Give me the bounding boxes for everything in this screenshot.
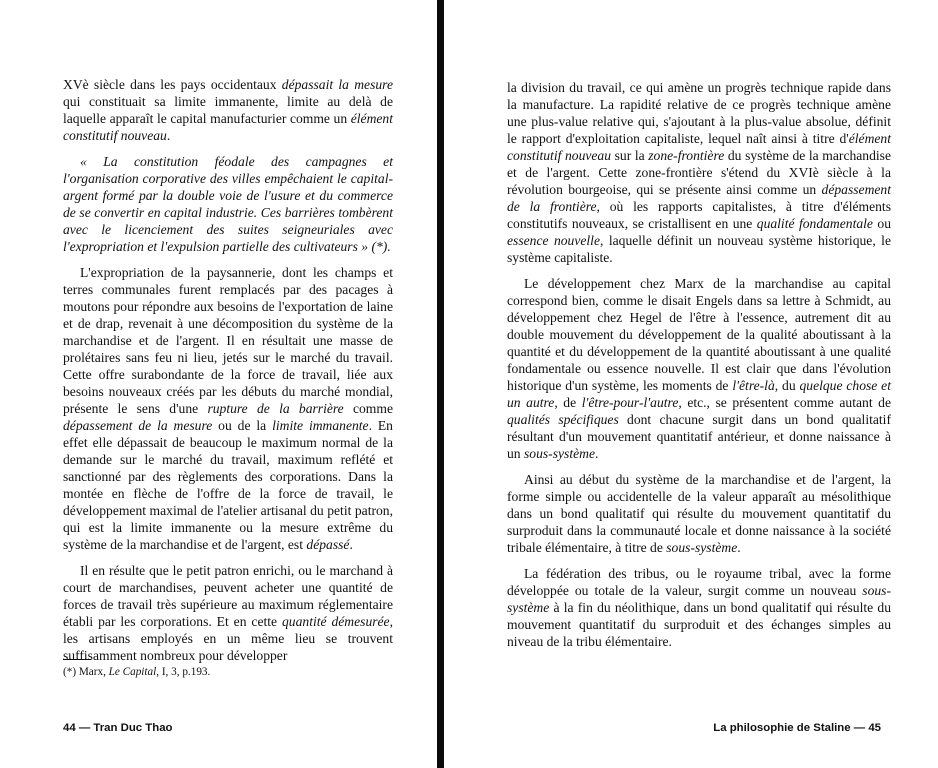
right-text-column: [507, 79, 891, 650]
footnote-rule: [63, 659, 91, 660]
italic-run: dépassé: [306, 537, 350, 552]
italic-run: essence nouvelle: [507, 233, 600, 248]
italic-run: qualité fondamentale: [756, 216, 873, 231]
text-run: Ainsi au début du système de la marchandise et de l'argent, la forme simple ou accidentelle de la valeur apparaît au mésolithique dans un bond qualitatif qui résulte du mouvement quantitatif du surproduit dans la communauté locale et donne naissance à la société tribale élémentaire, à titre de: [507, 472, 891, 555]
italic-run: La constitution féodale des campagnes et l'organisation corporative des villes empêchaient le capital-argent formé par la double voie de l'usure et du commerce de se convertir en capital industrie. Ces barrières tombèrent avec le licenciement des suites seigneuriales avec l'expropriation et l'expulsion partielle des cultivateurs: [63, 154, 393, 254]
text-run: , de: [554, 395, 582, 410]
text-run: , laquelle définit un nouveau système historique, le système capitaliste.: [507, 233, 891, 265]
text-run: ou de la: [212, 418, 273, 433]
text-run: . En effet elle dépassait de beaucoup le maximum normal de la demande sur le marché du travail, maximum reflété et sanctionné par des règlements des corporations. Dans la montée en flèche de l'offre de la force de travail, le développement maximal de l'atelier artisanal du petit patron, qui est la limite immanente ou la mesure extrême du système de la marchandise et de l'argent, est: [63, 418, 393, 552]
paragraph: [63, 76, 393, 144]
text-run: la division du travail, ce qui amène un progrès technique rapide dans la manufacture. La rapidité relative de ce progrès technique amène une plus-value relative qui, s'ajoutant à la plus-value absolue, définit le rapport d'exploitation capitaliste, lequel naît ainsi à titre d': [507, 80, 891, 146]
italic-run: Le Capital: [108, 666, 157, 678]
quote-paragraph: [63, 153, 393, 255]
italic-run: l'être-là: [732, 378, 775, 393]
italic-run: quelque chose et un autre: [507, 378, 891, 410]
right-page: [444, 0, 938, 768]
text-run: comme: [343, 401, 393, 416]
footnote: [63, 666, 210, 678]
italic-run: quantité démesurée: [282, 614, 390, 629]
italic-run: rupture de la barrière: [207, 401, 344, 416]
page-folio-left: 44 — Tran Duc Thao: [63, 722, 173, 734]
paragraph: [507, 79, 891, 266]
text-run: XVè siècle dans les pays occidentaux: [63, 77, 282, 92]
text-run: (*) Marx,: [63, 666, 109, 678]
italic-run: qualités spécifiques: [507, 412, 619, 427]
text-run: , I, 3, p.193.: [156, 666, 211, 678]
left-page: [0, 0, 440, 768]
italic-run: sous-système: [507, 583, 891, 615]
paragraph: [507, 565, 891, 650]
text-run: , du: [774, 378, 800, 393]
italic-run: élément constitutif nouveau: [507, 131, 891, 163]
text-run: sur la: [611, 148, 649, 163]
paragraph: [63, 562, 393, 664]
italic-run: dépassait la mesure: [281, 77, 393, 92]
text-run: Il en résulte que le petit patron enrichi, ou le marchand à court de marchandises, peuvent acheter une quantité de forces de travail très supérieure au maximum réglementaire établi par les corporations. Et en cette: [63, 563, 393, 629]
text-run: Le développement chez Marx de la marchandise au capital correspond bien, comme le disait Engels dans sa lettre à Schmidt, au développement chez Hegel de l'être à l'essence, autrement dit au double mouvement du développement de la qualité aboutissant à la quantité et du développement de la quantité aboutissant à une qualité fondamentale ou essence nouvelle. Il est clair que dans l'évolution historique d'un système, les moments de: [507, 276, 891, 393]
text-run: , où les rapports capitalistes, à titre d'éléments constitutifs nouveaux, se cristallisent en une: [507, 199, 891, 231]
text-run: .: [737, 540, 741, 555]
paragraph: [507, 275, 891, 462]
text-run: » (*).: [357, 239, 391, 254]
text-run: .: [349, 537, 353, 552]
left-text-column: [63, 76, 393, 664]
paragraph: [507, 471, 891, 556]
text-run: ou: [872, 216, 892, 231]
italic-run: dépassement de la frontière: [507, 182, 891, 214]
italic-run: limite immanente: [272, 418, 369, 433]
text-run: , etc., se présentent comme autant de: [678, 395, 891, 410]
text-run: L'expropriation de la paysannerie, dont les champs et terres communales furent remplacés par des pacages à moutons pour répondre aux besoins de l'exportation de laine et de drap, revenait à une décomposition du système de la marchandise et de l'argent. Il en résultait une masse de prolétaires sans feu ni lieu, jetés sur le marché du travail. Cette offre surabondante de la force de travail, liée aux besoins nouveaux créés par les débuts du marché mondial, présente le sens d'une: [63, 265, 393, 416]
text-run: .: [166, 128, 171, 143]
italic-run: l'être-pour-l'autre: [581, 395, 679, 410]
italic-run: élément constitutif nouveau: [63, 111, 393, 143]
text-run: .: [594, 446, 599, 461]
text-run: dont chacune surgit dans un bond qualitatif résultant d'un mouvement quantitatif antérieur, et donne naissance à un: [507, 412, 891, 461]
book-gutter: [437, 0, 444, 768]
page-folio-right: La philosophie de Staline — 45: [713, 722, 881, 734]
text-run: à la fin du néolithique, dans un bond qualitatif qui résulte du mouvement quantitatif du surproduit et des échanges simples au niveau de la tribu élémentaire.: [507, 600, 891, 649]
text-run: La fédération des tribus, ou le royaume tribal, avec la forme développée ou totale de la valeur, surgit comme un nouveau: [507, 566, 891, 598]
text-run: du système de la marchandise et de l'argent. Cette zone-frontière s'étend du XVIè siècle à la révolution bourgeoise, qui se présente ainsi comme un: [507, 148, 892, 197]
paragraph: [63, 264, 393, 553]
text-run: «: [80, 154, 104, 169]
text-run: , les artisans employés en un même lieu se trouvent suffisamment nombreux pour développer: [63, 614, 394, 663]
italic-run: dépassement de la mesure: [63, 418, 213, 433]
italic-run: sous-système: [666, 540, 738, 555]
italic-run: zone-frontière: [648, 148, 725, 163]
text-run: qui constituait sa limite immanente, limite au delà de laquelle apparaît le capital manufacturier comme un: [63, 94, 393, 126]
italic-run: sous-système: [524, 446, 595, 461]
